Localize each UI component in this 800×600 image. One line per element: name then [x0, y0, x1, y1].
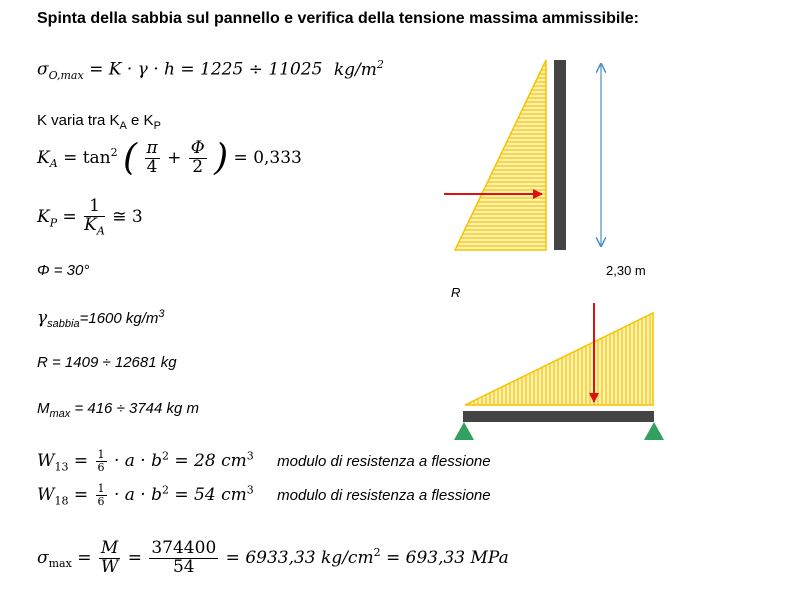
gamma-value: =1600 kg/m [79, 310, 159, 327]
right-paren: ) [214, 137, 229, 179]
b-exponent: 2 [162, 483, 169, 496]
w-symbol: W [37, 450, 55, 471]
frac-den-k: K [84, 214, 97, 235]
gamma-symbol: γ [37, 308, 48, 328]
gamma-subscript: sabbia [47, 318, 80, 330]
frac-num: Φ [190, 138, 205, 158]
sigmamax-result-kg: = 6933,33 kg/cm [225, 547, 374, 568]
support-left [454, 422, 474, 440]
cm-exponent: 3 [246, 449, 254, 462]
w-result: = 28 cm [174, 450, 247, 471]
m-symbol: M [37, 400, 50, 417]
equals: = [77, 547, 92, 568]
kp-equals: = [62, 206, 77, 227]
ka-subscript: A [49, 157, 58, 171]
ka-symbol: K [37, 147, 50, 168]
sigmamax-subscript: max [48, 557, 72, 571]
cm-exponent: 2 [373, 546, 381, 560]
b-exponent: 2 [162, 449, 169, 462]
left-paren: ( [123, 137, 138, 179]
k-range-sub-p: P [153, 120, 161, 132]
w-subscript: 18 [54, 494, 69, 508]
pressure-triangle-horizontal [465, 313, 653, 405]
frac-den: W [100, 556, 119, 577]
sigma-symbol: σ [37, 547, 49, 568]
sigma0-unit: kg/m [333, 59, 377, 80]
w18-label: modulo di resistenza a flessione [277, 486, 491, 504]
beam-horizontal [463, 411, 654, 422]
support-right [644, 422, 664, 440]
frac-num: 374400 [151, 538, 217, 558]
frac-den: 4 [146, 156, 158, 177]
page-title: Spinta della sabbia sul pannello e verifica della tensione massima ammissibile: [37, 10, 639, 27]
ka-result: = 0,333 [233, 147, 302, 168]
r-label: R [451, 285, 461, 300]
w-result: = 54 cm [174, 484, 247, 505]
cm-exponent: 3 [246, 483, 254, 496]
frac-num: 1 [97, 482, 105, 496]
r-line: R = 1409 ÷ 12681 kg [37, 354, 177, 371]
equals: = [127, 547, 142, 568]
frac-num: M [100, 538, 119, 558]
kp-subscript: P [49, 216, 58, 230]
w-equals: = [73, 450, 89, 471]
w-subscript: 13 [54, 460, 69, 474]
frac-num: π [146, 138, 158, 158]
sigma0-expression: = K · γ · h = 1225 ÷ 11025 [89, 59, 323, 80]
frac-den: 2 [192, 156, 204, 177]
kp-symbol: K [37, 206, 50, 227]
k-range-sub-a: A [119, 120, 127, 132]
frac-den: 6 [97, 460, 105, 474]
ka-tan-exponent: 2 [110, 146, 118, 160]
w13-label: modulo di resistenza a flessione [277, 452, 491, 470]
pressure-triangle-vertical [455, 60, 546, 250]
height-label: 2,30 m [606, 263, 646, 278]
kp-result: ≅ 3 [112, 206, 143, 227]
frac-den: 6 [97, 494, 105, 508]
w-symbol: W [37, 484, 55, 505]
frac-den: 54 [172, 556, 195, 577]
sigma-symbol: σ [37, 59, 49, 80]
gamma-exponent: 3 [158, 308, 165, 320]
k-range-mid: e K [126, 112, 154, 129]
sigma0-subscript: O,max [48, 69, 84, 83]
w-product: · a · b [113, 450, 162, 471]
ka-plus: + [167, 147, 182, 168]
panel-vertical [554, 60, 566, 250]
phi-line: Φ = 30° [37, 262, 90, 279]
w-product: · a · b [113, 484, 162, 505]
frac-num: 1 [97, 448, 105, 462]
k-range-prefix: K varia tra K [37, 112, 120, 129]
m-subscript: max [49, 408, 71, 420]
ka-tan: = tan [63, 147, 111, 168]
sigmamax-result-mpa: = 693,33 MPa [385, 547, 509, 568]
frac-num: 1 [84, 198, 105, 217]
m-value: = 416 ÷ 3744 kg m [70, 400, 200, 417]
frac-den-sub: A [96, 224, 105, 238]
sigma0-unit-exponent: 2 [376, 58, 384, 71]
w-equals: = [73, 484, 89, 505]
